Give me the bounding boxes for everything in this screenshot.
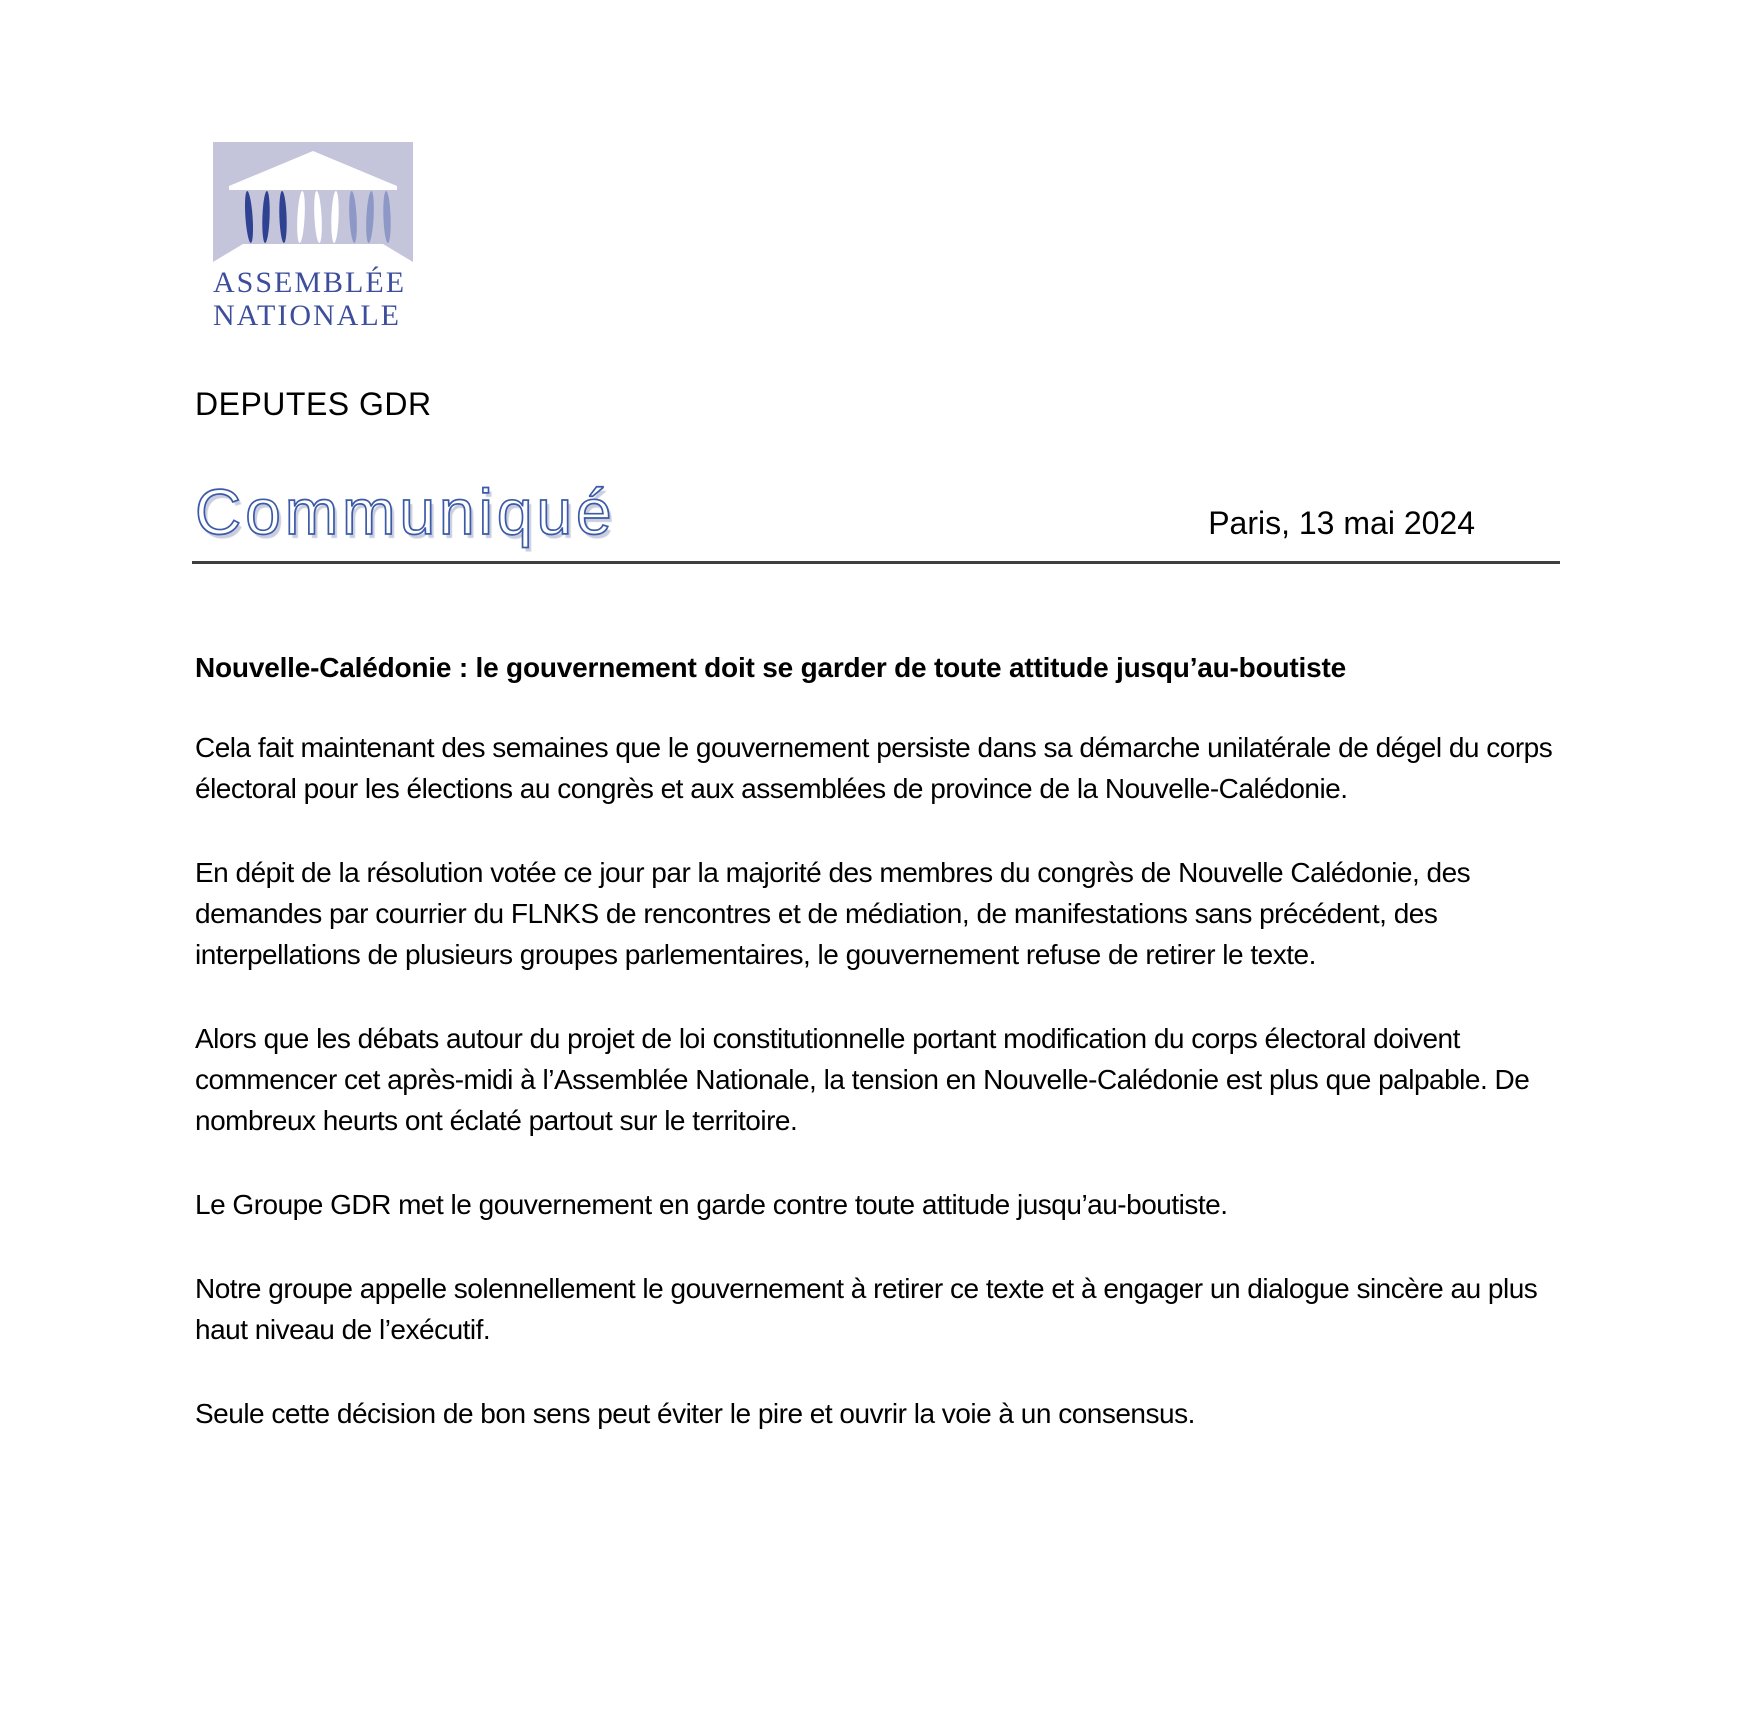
document-content — [195, 386, 1563, 1434]
masthead — [195, 475, 1563, 549]
logo-block — [213, 142, 453, 332]
body-paragraph: Notre groupe appelle solennellement le gouvernement à retirer ce texte et à engager un dialogue sincère au plus haut niveau de l’exécutif. — [195, 1273, 1538, 1345]
body-paragraph: Alors que les débats autour du projet de loi constitutionnelle portant modification du corps électoral doivent commencer cet après-midi à l’Assemblée Nationale, la tension en Nouvelle-Calédonie est plus que palpable. De nombreux heurts ont éclaté partout sur le territoire. — [195, 1023, 1530, 1136]
dateline: Paris, 13 mai 2024 — [1208, 505, 1475, 541]
masthead-title: Communiqué — [195, 476, 616, 548]
logo-caption — [213, 266, 453, 332]
body-paragraph: Seule cette décision de bon sens peut éviter le pire et ouvrir la voie à un consensus. — [195, 1398, 1195, 1429]
body-paragraph: Le Groupe GDR met le gouvernement en garde contre toute attitude jusqu’au-boutiste. — [195, 1189, 1228, 1220]
masthead-divider — [192, 561, 1560, 564]
assemblee-nationale-logo — [213, 142, 413, 262]
temple-columns — [244, 191, 392, 243]
body-paragraph: En dépit de la résolution votée ce jour par la majorité des membres du congrès de Nouvelle Calédonie, des demandes par courrier du FLNKS de rencontres et de médiation, de manifestations sans précédent, des interpellations de plusieurs groupes parlementaires, le gouvernement refuse de retirer le texte. — [195, 857, 1471, 970]
temple-base-shape — [213, 244, 413, 262]
document-title: Nouvelle-Calédonie : le gouvernement doit se garder de toute attitude jusqu’au-boutiste — [195, 652, 1346, 683]
body-paragraph: Cela fait maintenant des semaines que le gouvernement persiste dans sa démarche unilatérale de dégel du corps électoral pour les élections au congrès et aux assemblées de province de la Nouvelle-Calédonie. — [195, 732, 1553, 804]
logo-caption-line2: NATIONALE — [213, 299, 401, 332]
group-label: DEPUTES GDR — [195, 386, 432, 422]
document-body — [195, 727, 1563, 1434]
logo-caption-line1: ASSEMBLÉE — [213, 266, 407, 299]
